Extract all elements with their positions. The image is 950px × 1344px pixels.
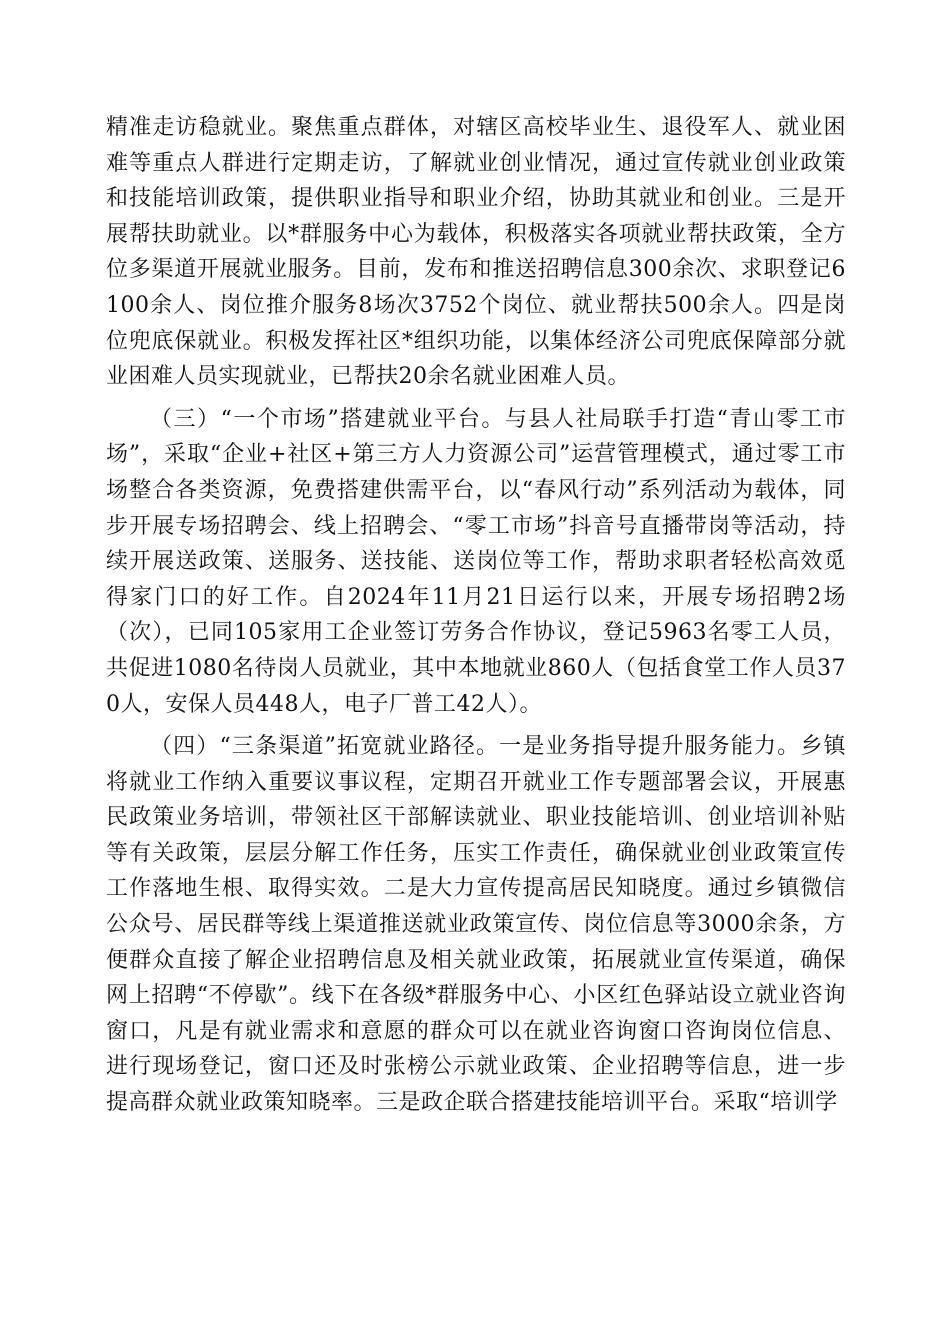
paragraph-employment-visits: 精准走访稳就业。聚焦重点群体，对辖区高校毕业生、退役军人、就业困难等重点人群进行定期走访，了解就业创业情况，通过宣传就业创业政策和技能培训政策，提供职业指导和职业介绍，协助其就业和创业。三是开展帮扶助就业。以*群服务中心为载体，积极落实各项就业帮扶政策，全方位多渠道开展就业服务。目前，发布和推送招聘信息300余次、求职登记6100余人、岗位推介服务8场次3752个岗位、就业帮扶500余人。四是岗位兜底保就业。积极发挥社区*组织功能，以集体经济公司兜底保障部分就业困难人员实现就业，已帮扶20余名就业困难人员。: [106, 115, 846, 390]
paragraph-one-market: （三）“一个市场”搭建就业平台。与县人社局联手打造“青山零工市场”，采取“企业+社区+第三方人力资源公司”运营管理模式，通过零工市场整合各类资源，免费搭建供需平台，以“春风行动”系列活动为载体，同步开展专场招聘会、线上招聘会、“零工市场”抖音号直播带岗等活动，持续开展送政策、送服务、送技能、送岗位等工作，帮助求职者轻松高效觅得家门口的好工作。自2024年11月21日运行以来，开展专场招聘2场（次），已同105家用工企业签订劳务合作协议，登记5963名零工人员，共促进1080名待岗人员就业，其中本地就业860人（包括食堂工作人员370人，安保人员448人，电子厂普工42人）。: [106, 406, 846, 717]
paragraph-three-channels: （四）“三条渠道”拓宽就业路径。一是业务指导提升服务能力。乡镇将就业工作纳入重要议事议程，定期召开就业工作专题部署会议，开展惠民政策业务培训，带领社区干部解读就业、职业技能培训、创业培训补贴等有关政策，层层分解工作任务，压实工作责任，确保就业创业政策宣传工作落地生根、取得实效。二是大力宣传提高居民知晓度。通过乡镇微信公众号、居民群等线上渠道推送就业政策宣传、岗位信息等3000余条，方便群众直接了解企业招聘信息及相关就业政策，拓展就业宣传渠道，确保网上招聘“不停歇”。线下在各级*群服务中心、小区红色驿站设立就业咨询窗口，凡是有就业需求和意愿的群众可以在就业咨询窗口咨询岗位信息、进行现场登记，窗口还及时张榜公示就业政策、企业招聘等信息，进一步提高群众就业政策知晓率。三是政企联合搭建技能培训平台。采取“培训学: [106, 734, 846, 1116]
